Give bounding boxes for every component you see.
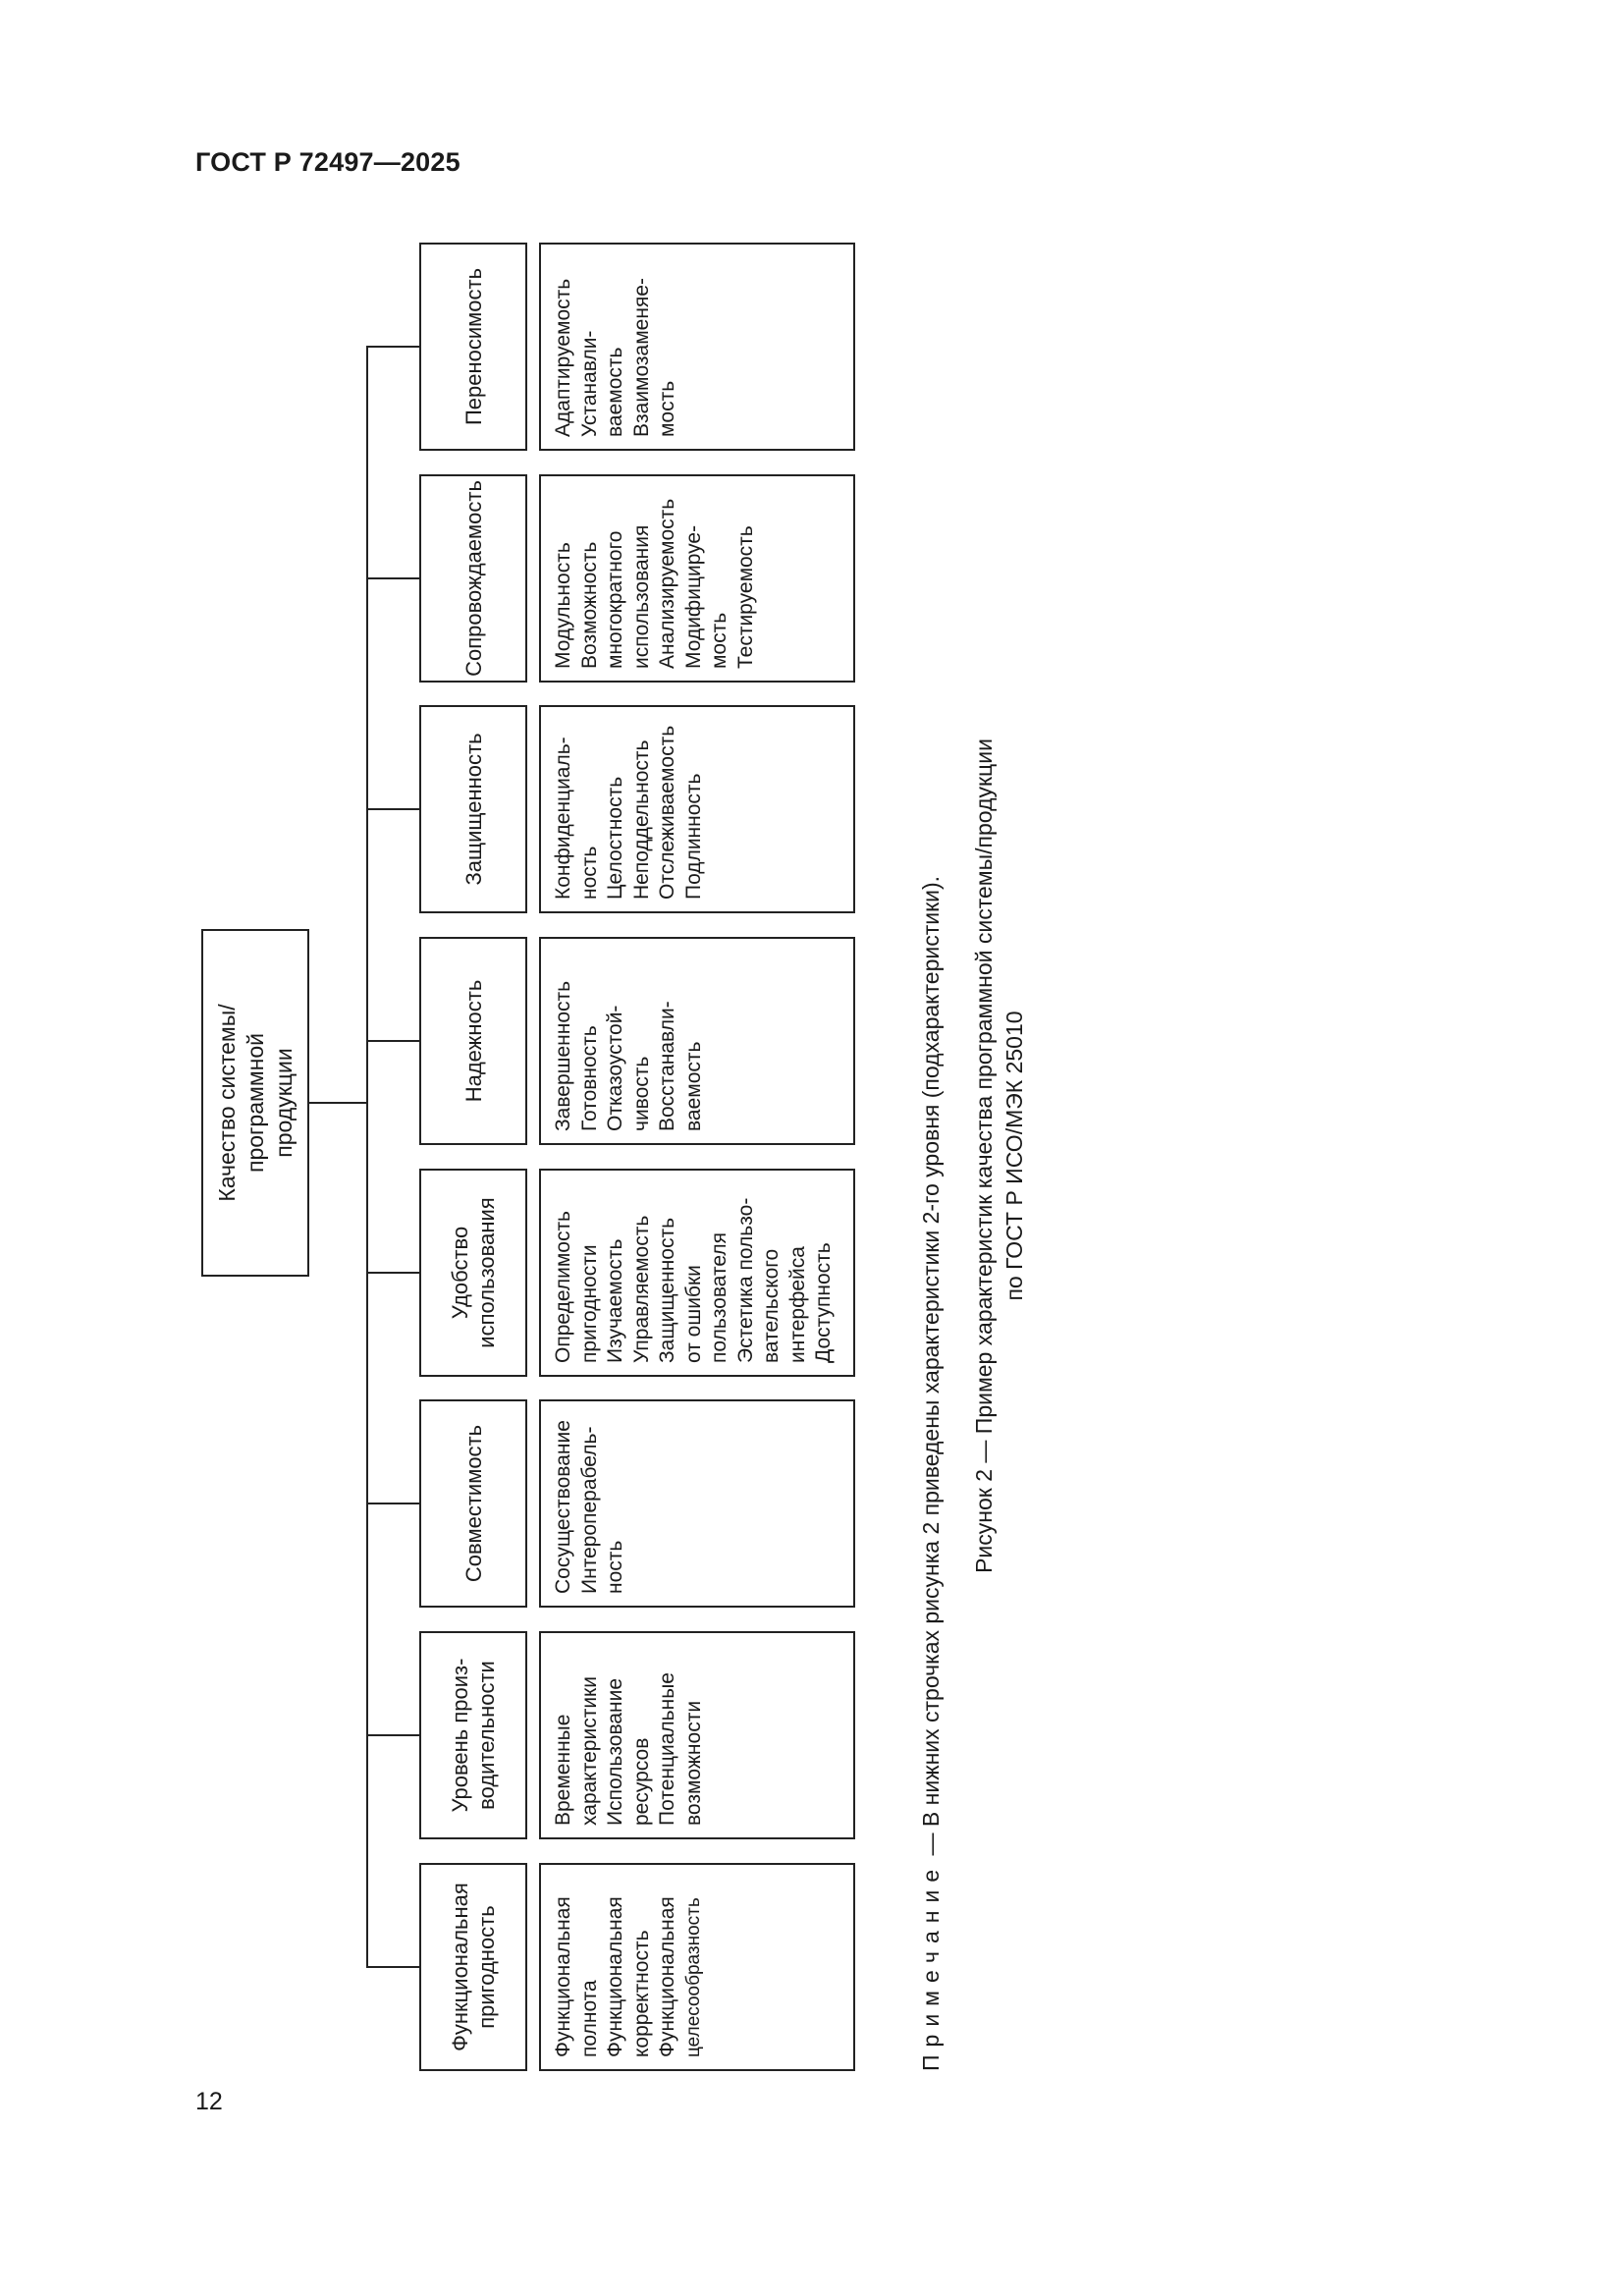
document-header: ГОСТ Р 72497—2025 [195,147,460,177]
root-connector [309,1102,368,1104]
subcharacteristic: полнота [577,1980,601,2057]
subcharacteristic: Устанавли- [577,330,601,437]
characteristic-label: Переносимость [460,267,486,426]
characteristic-label: Удобство использования [448,1197,499,1348]
subcharacteristic: ность [604,1540,626,1594]
drop-line-6 [366,808,419,810]
subcharacteristic: Функциональная [656,1896,678,2057]
root-box [201,929,309,1277]
subcharacteristic: Доступность [812,1242,835,1363]
characteristic-label: Надежность [460,979,486,1103]
subcharacteristic: вательского [760,1248,783,1363]
root-label: Качество системы/ программной продукции [213,1004,297,1202]
characteristic-box-6 [419,705,527,913]
drop-line-4 [366,1272,419,1274]
subcharacteristic: чивость [629,1056,653,1131]
subcharacteristic: Конфиденциаль- [552,737,574,900]
subcharacteristic: ность [577,846,601,900]
characteristic-box-3 [419,1399,527,1608]
figure-caption [969,241,1030,2071]
characteristic-label: Совместимость [460,1424,486,1583]
subcharacteristic: пригодности [577,1244,601,1363]
note-lead: Примечание [918,1861,944,2071]
subcharacteristic: пользователя [708,1232,730,1363]
caption-line-2: по ГОСТ Р ИСО/МЭК 25010 [1001,1011,1027,1301]
characteristic-label: Защищенность [460,733,486,886]
quality-model-diagram [211,241,1075,2071]
subcharacteristic: Неподдельность [629,739,653,900]
bus-line [366,346,368,1968]
subcharacteristic: Эстетика пользо- [733,1197,757,1363]
drop-line-8 [366,346,419,348]
figure-note [918,241,945,2071]
note-text: — В нижних строчках рисунка 2 приведены характеристики 2-го уровня (подхарактеристики). [918,875,944,1856]
subcharacteristic: Управляемость [629,1215,653,1363]
page-number: 12 [195,2088,223,2115]
drop-line-1 [366,1966,419,1968]
subcharacteristic: ресурсов [629,1737,653,1826]
subcharacteristic: использования [629,524,653,669]
subcharacteristic: Модифицируе- [681,524,705,669]
subcharacteristics-box-5 [539,937,855,1145]
subcharacteristic: от ошибки [681,1265,705,1363]
subcharacteristic: Сосуществование [552,1420,574,1594]
subcharacteristic: характеристики [577,1676,601,1826]
subcharacteristic: Тестируемость [733,525,757,669]
subcharacteristic: Восстанавли- [656,1001,678,1131]
subcharacteristic: Использование [604,1677,626,1826]
subcharacteristic: Потенциальные [656,1672,678,1826]
subcharacteristic: Целостность [604,776,626,900]
characteristic-label: Сопровождаемость [460,480,486,677]
subcharacteristic: Отслеживаемость [656,725,678,900]
subcharacteristic: ваемость [604,347,626,437]
subcharacteristic: Определимость [552,1211,574,1363]
characteristic-label: Уровень произ- водительности [448,1658,499,1813]
drop-line-3 [366,1503,419,1504]
subcharacteristic: Интероперабель- [577,1426,601,1594]
subcharacteristics-box-6 [539,705,855,913]
drop-line-5 [366,1040,419,1042]
subcharacteristic: Анализируемость [656,498,678,669]
subcharacteristic: интерфейса [785,1246,809,1363]
subcharacteristic: мость [708,612,730,669]
subcharacteristics-box-3 [539,1399,855,1608]
subcharacteristic: Завершенность [552,980,574,1131]
subcharacteristic: Адаптируемость [552,278,574,437]
subcharacteristic: Готовность [577,1025,601,1131]
subcharacteristic: Изучаемость [604,1238,626,1363]
subcharacteristic: мость [656,380,678,437]
subcharacteristic: корректность [629,1930,653,2057]
subcharacteristic: Отказоустой- [604,1005,626,1131]
subcharacteristic: Возможность [577,541,601,669]
subcharacteristic: многократного [604,530,626,669]
subcharacteristics-box-2 [539,1631,855,1839]
subcharacteristic: Модульность [552,542,574,669]
subcharacteristics-box-7 [539,474,855,683]
characteristic-box-1 [419,1863,527,2071]
subcharacteristic: Взаимозаменяе- [629,278,653,437]
subcharacteristics-box-8 [539,243,855,451]
subcharacteristic: Защищенность [656,1217,678,1363]
subcharacteristic: Функциональная [604,1896,626,2057]
subcharacteristic: Функциональная [552,1896,574,2057]
characteristic-box-2 [419,1631,527,1839]
characteristic-label: Функциональная пригодность [448,1883,499,2051]
subcharacteristics-box-4 [539,1169,855,1377]
subcharacteristic: целесообразность [682,1897,704,2057]
subcharacteristic: Временные [552,1714,574,1826]
characteristic-box-8 [419,243,527,451]
caption-line-1: Рисунок 2 — Пример характеристик качества программной системы/продукции [971,738,997,1573]
subcharacteristic: Подлинность [681,773,705,900]
subcharacteristic: ваемость [681,1041,705,1131]
characteristic-box-7 [419,474,527,683]
subcharacteristics-box-1 [539,1863,855,2071]
drop-line-2 [366,1734,419,1736]
characteristic-box-5 [419,937,527,1145]
drop-line-7 [366,577,419,579]
subcharacteristic: возможности [681,1700,705,1826]
characteristic-box-4 [419,1169,527,1377]
